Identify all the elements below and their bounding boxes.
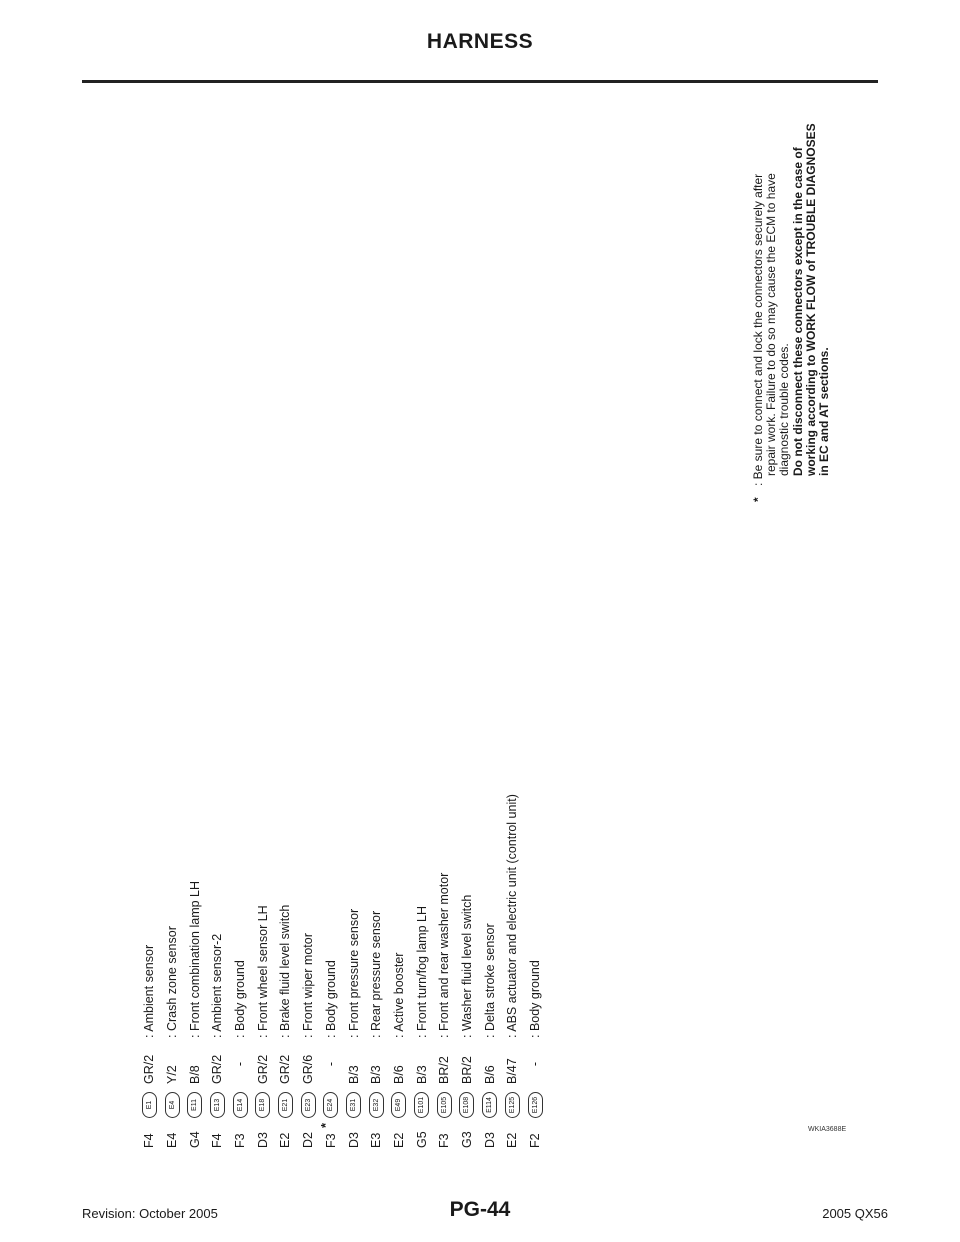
- connector-badge: [369, 1092, 384, 1118]
- header-rule: [82, 80, 878, 83]
- connector-row: [342, 708, 365, 1148]
- connector-badge: [165, 1092, 180, 1118]
- wire-color: B/6: [391, 1065, 406, 1084]
- connector-desc: : Delta stroke sensor: [482, 923, 497, 1038]
- connector-id: E101: [418, 1096, 426, 1114]
- note-line: diagnostic trouble codes.: [777, 343, 792, 476]
- star-marker: *: [318, 1122, 334, 1128]
- wire-color: BR/2: [459, 1056, 474, 1084]
- connector-id: E18: [259, 1098, 267, 1112]
- connector-row: [297, 708, 320, 1148]
- connector-row: [206, 708, 229, 1148]
- grid-ref: G5: [414, 1131, 429, 1148]
- grid-ref: F2: [528, 1133, 543, 1148]
- wire-color: B/3: [346, 1065, 361, 1084]
- connector-badge: [437, 1092, 452, 1118]
- connector-badge: [505, 1092, 520, 1118]
- connector-badge: [346, 1092, 361, 1118]
- page-title: HARNESS: [426, 30, 534, 53]
- grid-ref: F3: [437, 1133, 452, 1148]
- connector-desc: : Washer fluid level switch: [459, 894, 474, 1038]
- connector-badge: [528, 1092, 543, 1118]
- grid-ref: E2: [505, 1132, 520, 1148]
- connector-id: E11: [191, 1099, 199, 1111]
- connector-badge: [301, 1092, 316, 1118]
- connector-id: E4: [168, 1100, 176, 1110]
- grid-ref: D3: [482, 1132, 497, 1148]
- connector-row: [320, 708, 343, 1148]
- wire-color: -: [233, 1061, 248, 1067]
- grid-ref: D3: [346, 1132, 361, 1148]
- wire-color: GR/2: [142, 1054, 157, 1084]
- wire-color: B/6: [482, 1065, 497, 1084]
- grid-ref: G3: [459, 1131, 474, 1148]
- grid-ref: E3: [369, 1132, 384, 1148]
- connector-row: [388, 708, 411, 1148]
- grid-ref: D3: [255, 1132, 270, 1148]
- note-line: : Be sure to connect and lock the connectors securely after: [751, 173, 765, 486]
- connector-desc: : Active booster: [391, 952, 406, 1038]
- wire-color: B/8: [187, 1065, 202, 1084]
- connector-desc: : Front wheel sensor LH: [255, 905, 270, 1038]
- connector-id: E32: [372, 1098, 380, 1112]
- wire-color: -: [528, 1061, 543, 1067]
- connector-desc: : Front and rear washer motor: [437, 872, 452, 1038]
- connector-desc: : Body ground: [528, 960, 543, 1038]
- connector-id: E23: [304, 1098, 312, 1112]
- connector-list: [138, 708, 546, 1148]
- grid-ref: E4: [165, 1132, 180, 1148]
- grid-ref: F4: [142, 1133, 157, 1148]
- connector-row: [478, 708, 501, 1148]
- connector-id: E1: [145, 1100, 153, 1110]
- connector-id: E13: [213, 1098, 221, 1112]
- connector-badge: [210, 1092, 225, 1118]
- wire-color: B/3: [414, 1065, 429, 1084]
- wire-color: Y/2: [165, 1065, 180, 1084]
- grid-ref: F4: [210, 1133, 225, 1148]
- note-line: in EC and AT sections.: [817, 347, 832, 476]
- connector-desc: : Crash zone sensor: [165, 926, 180, 1038]
- grid-ref: F3: [323, 1133, 338, 1148]
- wire-color: GR/2: [210, 1054, 225, 1084]
- wire-color: GR/6: [301, 1054, 316, 1084]
- connector-row: [524, 708, 547, 1148]
- connector-badge: [187, 1092, 202, 1118]
- connector-desc: : Body ground: [323, 960, 338, 1038]
- connector-desc: : Body ground: [233, 960, 248, 1038]
- connector-badge: [391, 1092, 406, 1118]
- note-line: Do not disconnect these connectors except in the case of: [790, 147, 805, 476]
- note-star: *: [751, 497, 765, 502]
- connector-row: [229, 708, 252, 1148]
- connector-badge: [142, 1092, 157, 1118]
- wire-color: B/47: [505, 1058, 520, 1084]
- connector-id: E14: [236, 1098, 244, 1112]
- connector-desc: : Ambient sensor: [142, 944, 157, 1038]
- connector-desc: : Ambient sensor-2: [210, 933, 225, 1038]
- connector-desc: : Front pressure sensor: [346, 908, 361, 1038]
- connector-id: E114: [486, 1097, 494, 1113]
- wire-color: BR/2: [437, 1056, 452, 1084]
- connector-desc: : Brake fluid level switch: [278, 904, 293, 1038]
- connector-desc: : Rear pressure sensor: [369, 910, 384, 1038]
- connector-row: [410, 708, 433, 1148]
- grid-ref: E2: [391, 1132, 406, 1148]
- model-label: 2005 QX56: [822, 1206, 888, 1221]
- wire-color: -: [323, 1061, 338, 1067]
- connector-id: E24: [327, 1098, 335, 1112]
- grid-ref: D2: [301, 1132, 316, 1148]
- wire-color: GR/2: [255, 1054, 270, 1084]
- grid-ref: G4: [187, 1131, 202, 1148]
- wire-color: GR/2: [278, 1054, 293, 1084]
- connector-badge: [255, 1092, 270, 1118]
- connector-id: E126: [531, 1096, 539, 1114]
- connector-row: [183, 708, 206, 1148]
- note-body: [765, 112, 831, 502]
- connector-badge: [318, 1092, 338, 1128]
- connector-row: [433, 708, 456, 1148]
- connector-badge: [233, 1092, 248, 1118]
- connector-id: E108: [463, 1096, 471, 1114]
- grid-ref: F3: [233, 1133, 248, 1148]
- connector-row: [501, 708, 524, 1148]
- connector-desc: : ABS actuator and electric unit (control unit): [505, 794, 520, 1038]
- connector-badge: [459, 1092, 474, 1118]
- connector-row: [251, 708, 274, 1148]
- connector-id: E105: [440, 1096, 448, 1114]
- caution-note: [752, 112, 831, 502]
- revision-date: Revision: October 2005: [82, 1206, 218, 1221]
- wire-color: B/3: [369, 1065, 384, 1084]
- note-line: repair work. Failure to do so may cause the ECM to have: [764, 173, 779, 476]
- connector-id: E21: [281, 1098, 289, 1112]
- connector-id: E49: [395, 1098, 403, 1112]
- connector-id: E31: [350, 1098, 358, 1112]
- connector-badge: [414, 1092, 429, 1118]
- figure-code: WKIA3688E: [808, 1126, 847, 1133]
- connector-desc: : Front turn/fog lamp LH: [414, 905, 429, 1038]
- connector-row: [138, 708, 161, 1148]
- connector-row: [274, 708, 297, 1148]
- connector-desc: : Front wiper motor: [301, 933, 316, 1038]
- note-line: working according to WORK FLOW of TROUBLE DIAGNOSES: [803, 123, 818, 476]
- connector-row: [456, 708, 479, 1148]
- connector-row: [365, 708, 388, 1148]
- connector-row: [161, 708, 184, 1148]
- page-number: PG-44: [449, 1198, 511, 1221]
- connector-badge: [482, 1092, 497, 1118]
- connector-badge: [278, 1092, 293, 1118]
- connector-id: E125: [508, 1096, 516, 1114]
- grid-ref: E2: [278, 1132, 293, 1148]
- connector-desc: : Front combination lamp LH: [187, 880, 202, 1038]
